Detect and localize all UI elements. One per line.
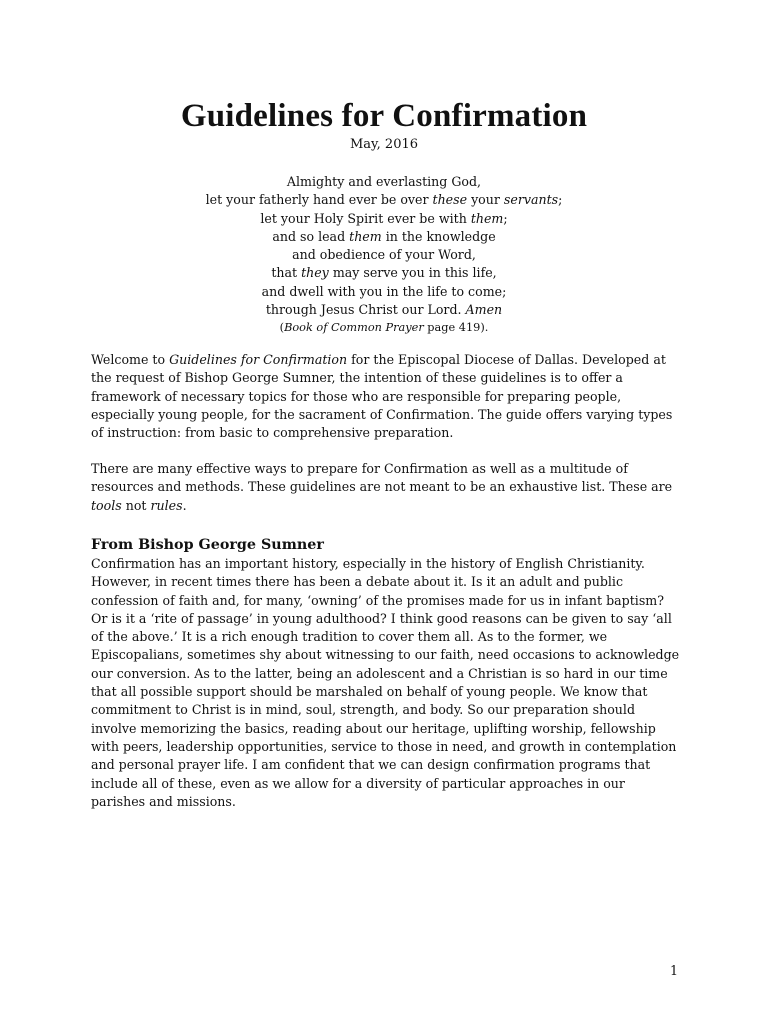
text-run: and so lead [272, 228, 350, 244]
text-run: our conversion. As to the latter, being an adolescent and a Christian is so hard in our time [91, 665, 668, 681]
text-run: Welcome to [91, 352, 170, 367]
text-run: resources and methods. These guidelines are not meant to be an exhaustive list. These are [91, 479, 673, 495]
text-line [91, 478, 691, 496]
text-run: and obedience of your Word, [292, 247, 476, 263]
text-line [91, 351, 691, 369]
text-line [91, 406, 691, 424]
text-line [0, 191, 768, 209]
text-run: There are many effective ways to prepare for Confirmation as well as a multitude of [91, 461, 628, 476]
text-run: involve memorizing the basics, reading about our heritage, uplifting worship, fellowship [91, 720, 656, 736]
italic-text: servants [503, 192, 559, 208]
text-run: and dwell with you in the life to come; [261, 283, 507, 299]
text-run: However, in recent times there has been a debate about it. Is it an adult and public [91, 574, 624, 590]
text-line [91, 756, 691, 774]
text-line [91, 720, 691, 738]
text-run: framework of necessary topics for those who are responsible for preparing people, [91, 388, 622, 404]
text-line [91, 793, 691, 811]
text-run: include all of these, even as we allow for a diversity of particular approaches in our [91, 775, 625, 791]
italic-text: Book of Common Prayer [284, 321, 424, 335]
italic-text: Guidelines for Confirmation [169, 352, 348, 367]
text-run: ; [503, 210, 508, 226]
text-line [0, 210, 768, 228]
text-run: that [271, 265, 302, 281]
text-line [91, 424, 691, 442]
text-line [91, 388, 691, 406]
text-line [91, 738, 691, 756]
text-run: let your fatherly hand ever be over [205, 192, 433, 208]
text-run: of instruction: from basic to comprehensive preparation. [91, 425, 454, 441]
text-line [91, 497, 691, 515]
text-run: that all possible support should be marshaled on behalf of young people. We know that [91, 684, 648, 700]
page-title: Guidelines for Confirmation [180, 98, 588, 134]
text-line [91, 683, 691, 701]
text-line [0, 246, 768, 264]
text-run: ( [279, 321, 285, 335]
text-run: in the knowledge [381, 228, 496, 244]
methods-paragraph [91, 460, 691, 515]
text-run: not [121, 497, 151, 513]
italic-text: them [349, 228, 382, 244]
text-line [0, 301, 768, 319]
italic-text: Amen [465, 302, 503, 318]
text-line [91, 701, 691, 719]
text-run: the request of Bishop George Sumner, the intention of these guidelines is to offer a [91, 370, 623, 386]
text-line [0, 283, 768, 301]
bishop-paragraph [91, 555, 691, 811]
text-line [91, 573, 691, 591]
text-run: ; [558, 192, 563, 208]
prayer-block [0, 173, 768, 336]
text-line [91, 610, 691, 628]
text-run: for the Episcopal Diocese of Dallas. Developed at [347, 352, 666, 367]
text-line [0, 264, 768, 282]
page-number: 1 [669, 963, 678, 978]
italic-text: tools [91, 497, 122, 513]
prayer-lines [0, 173, 768, 319]
text-run: especially young people, for the sacrament of Confirmation. The guide offers varying types [91, 406, 673, 422]
italic-text: they [301, 265, 329, 281]
italic-text: these [432, 192, 468, 208]
text-run: of the above.’ It is a rich enough tradition to cover them all. As to the former, we [91, 629, 608, 645]
text-run: . [182, 497, 187, 513]
section-heading: From Bishop George Sumner [91, 537, 324, 553]
text-line [91, 555, 691, 573]
text-run: Episcopalians, sometimes shy about witnessing to our faith, need occasions to acknowledge [91, 647, 680, 663]
text-line [91, 460, 691, 478]
text-run: Almighty and everlasting God, [286, 174, 482, 189]
text-run: through Jesus Christ our Lord. [265, 302, 466, 318]
text-run: Confirmation has an important history, especially in the history of English Christianity. [91, 556, 645, 571]
text-line [0, 173, 768, 191]
text-line [91, 775, 691, 793]
text-line [91, 665, 691, 683]
text-run: your [467, 192, 504, 208]
text-run: parishes and missions. [91, 793, 236, 809]
text-run: and personal prayer life. I am confident that we can design confirmation programs that [91, 757, 651, 773]
text-run: confession of faith and, for many, ‘owning’ of the promises made for us in infant baptism? [91, 592, 664, 608]
text-line [91, 628, 691, 646]
text-run: with peers, leadership opportunities, service to those in need, and growth in contemplation [91, 738, 677, 754]
intro-paragraph [91, 351, 691, 442]
document-date: May, 2016 [349, 137, 419, 152]
text-run: page 419). [423, 321, 489, 335]
prayer-citation [0, 320, 768, 336]
text-line [91, 646, 691, 664]
text-line [91, 592, 691, 610]
text-run: let your Holy Spirit ever be with [260, 210, 471, 226]
text-run: may serve you in this life, [328, 265, 497, 281]
text-line [91, 369, 691, 387]
text-run: Or is it a ‘rite of passage’ in young adulthood? I think good reasons can be given to say ‘all [91, 610, 672, 626]
italic-text: rules [150, 497, 183, 513]
italic-text: them [470, 210, 504, 226]
text-run: commitment to Christ is in mind, soul, strength, and body. So our preparation should [91, 702, 636, 718]
text-line [0, 228, 768, 246]
